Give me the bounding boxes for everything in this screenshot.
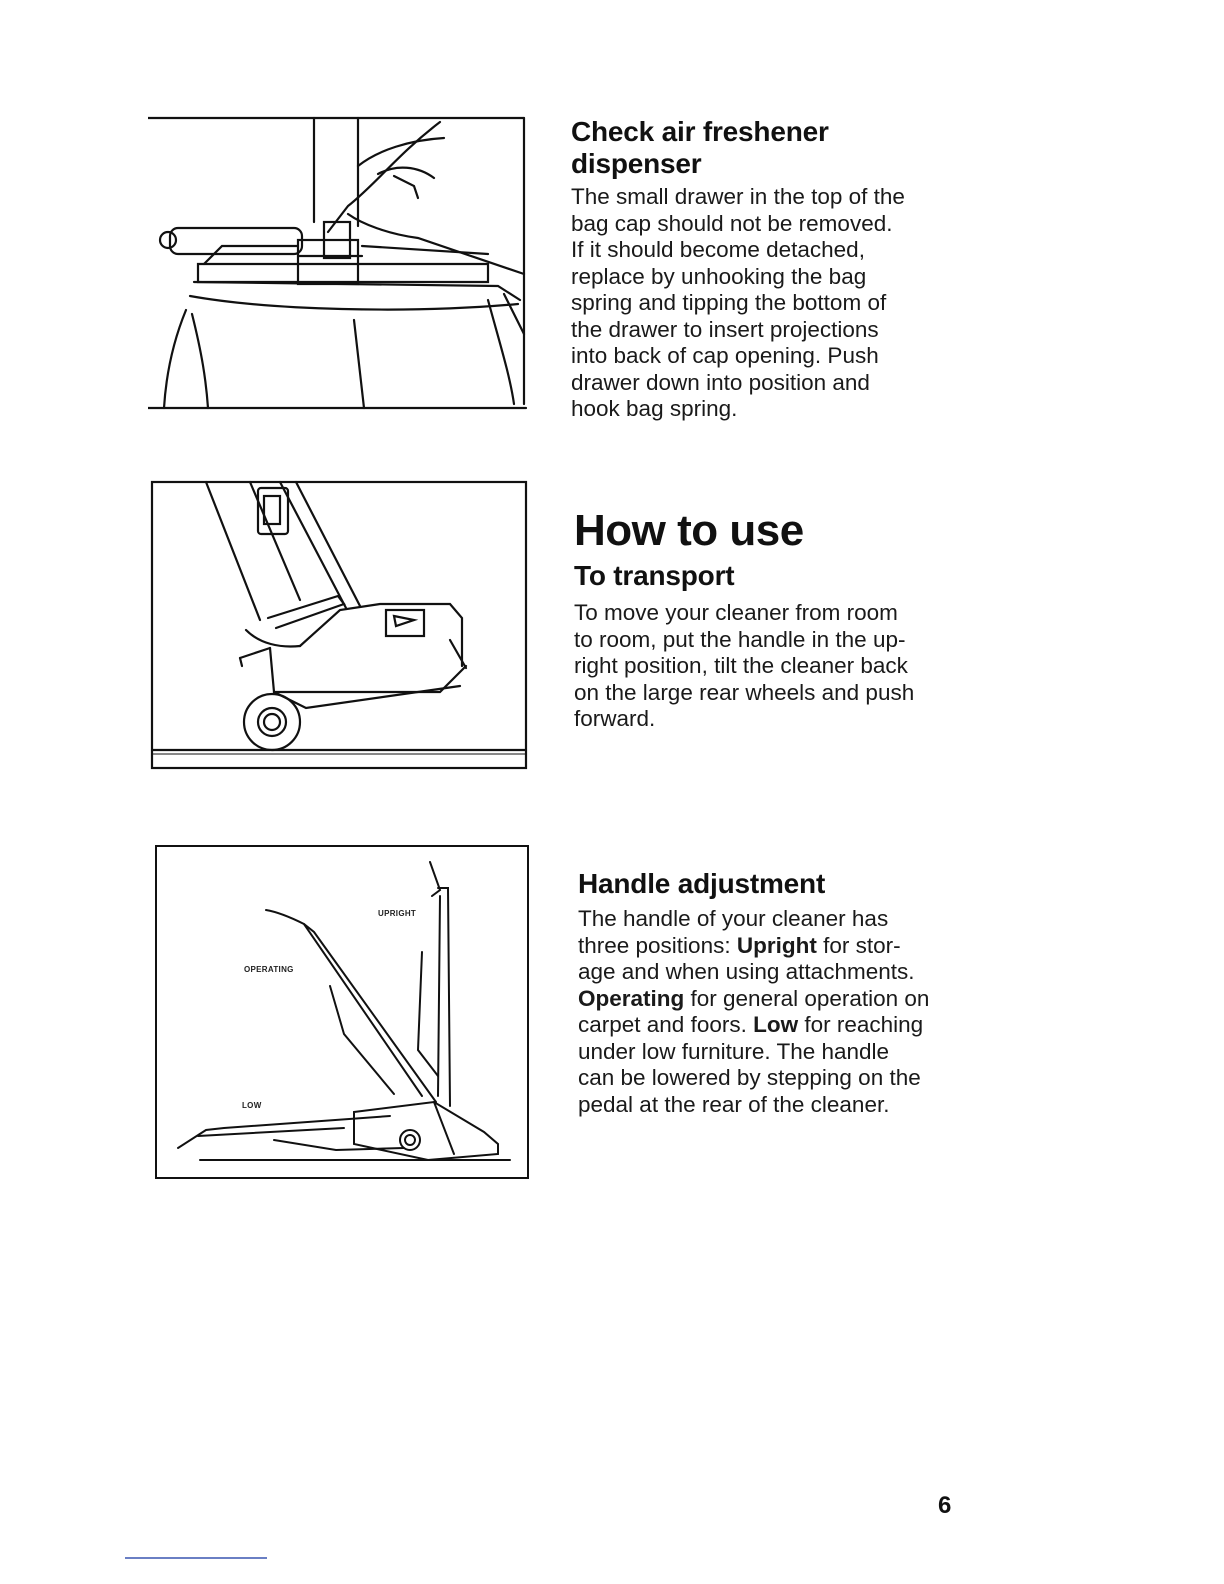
term-operating: Operating	[578, 985, 685, 1011]
label-operating: OPERATING	[244, 965, 294, 974]
air-freshener-section	[571, 116, 991, 423]
handle-adjustment-section	[578, 868, 1008, 1118]
air-freshener-illustration	[148, 114, 528, 414]
page-number: 6	[938, 1492, 952, 1519]
transport-body: To move your cleaner from room to room, put the handle in the up- right position, tilt the cleaner back on the large rear wheels and push forward.	[574, 600, 915, 731]
body-text-segment: for stor- age and when using attachments.	[578, 932, 915, 984]
handle-positions-illustration	[154, 844, 532, 1182]
transport-heading: To transport	[574, 560, 735, 591]
scan-edge-line	[125, 1557, 267, 1559]
body-text-segment: The handle of your cleaner has three positions:	[578, 906, 889, 958]
body-text-segment: for reaching under low furniture. The handle can be lowered by stepping on the pedal at the rear of the cleaner.	[578, 1012, 924, 1117]
term-low: Low	[753, 1012, 799, 1037]
label-upright: UPRIGHT	[378, 909, 417, 918]
how-to-use-section	[574, 506, 1014, 733]
term-upright: Upright	[736, 932, 817, 958]
transport-illustration	[150, 480, 530, 772]
label-low: LOW	[242, 1101, 262, 1110]
body-text-segment: for general operation on carpet and foors.	[578, 985, 930, 1037]
handle-adjustment-heading: Handle adjustment	[578, 868, 826, 899]
how-to-use-title: How to use	[574, 506, 804, 555]
handle-adjustment-body	[578, 906, 1008, 1118]
air-freshener-heading: Check air freshener dispenser	[571, 116, 829, 179]
air-freshener-body: The small drawer in the top of the bag cap should not be removed. If it should become detached, replace by unhooking the bag spring and tipping the bottom of the drawer to insert projections into back of cap opening. Push drawer down into position and hook bag spring.	[571, 184, 905, 421]
